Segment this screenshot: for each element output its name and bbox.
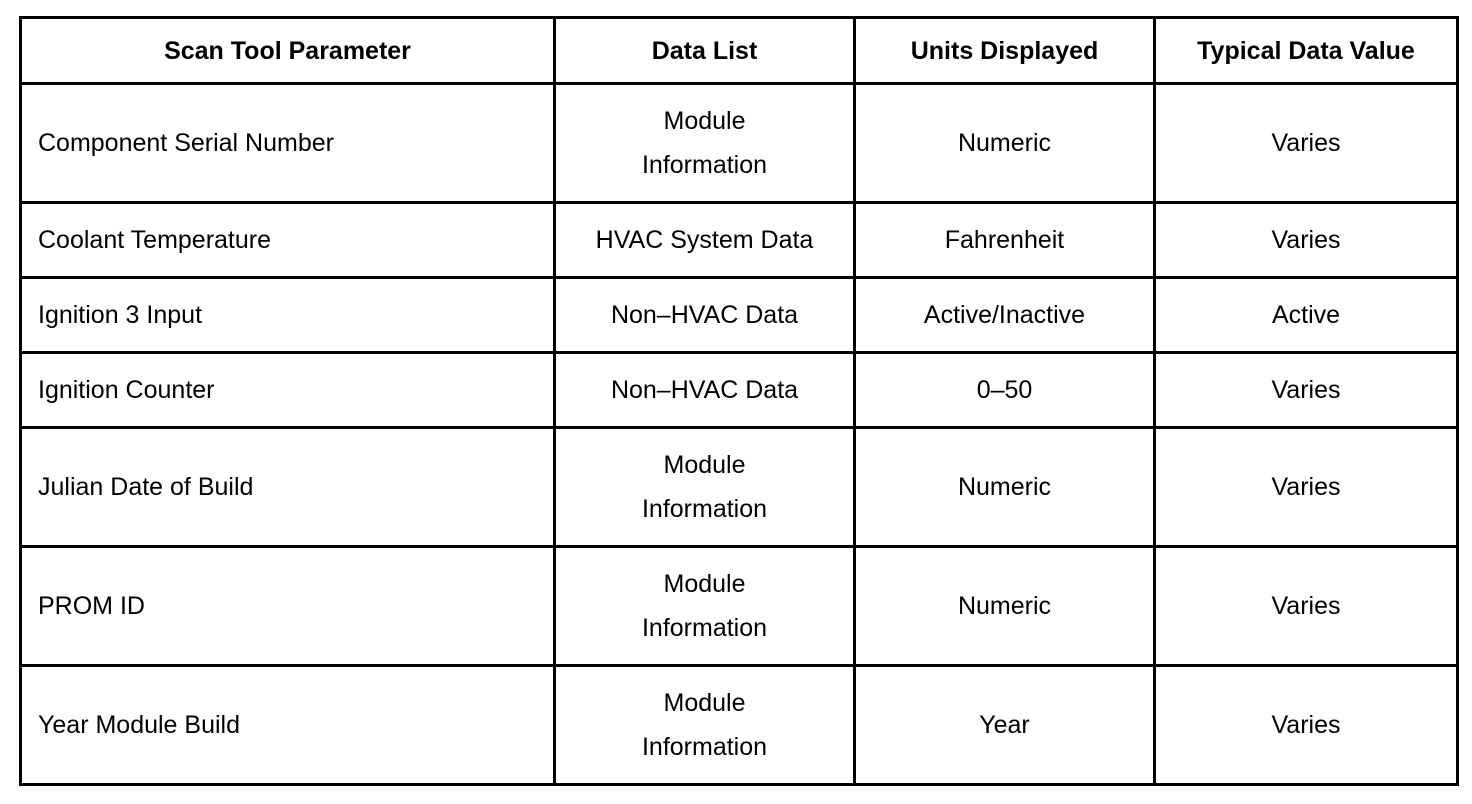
- scan-tool-data-table: [19, 16, 1459, 786]
- cell-units: Year: [855, 666, 1155, 785]
- cell-parameter: Coolant Temperature: [21, 203, 555, 278]
- cell-typical-value: Varies: [1155, 547, 1458, 666]
- cell-data-list: Module Information: [555, 547, 855, 666]
- cell-typical-value: Varies: [1155, 353, 1458, 428]
- cell-data-list: Non–HVAC Data: [555, 278, 855, 353]
- header-units-displayed: Units Displayed: [855, 18, 1155, 84]
- cell-typical-value: Varies: [1155, 203, 1458, 278]
- table-row: [21, 353, 1458, 428]
- cell-parameter: Year Module Build: [21, 666, 555, 785]
- header-typical-data-value: Typical Data Value: [1155, 18, 1458, 84]
- header-data-list: Data List: [555, 18, 855, 84]
- table-row: [21, 203, 1458, 278]
- table-row: [21, 84, 1458, 203]
- cell-units: Fahrenheit: [855, 203, 1155, 278]
- table-row: [21, 547, 1458, 666]
- header-scan-tool-parameter: Scan Tool Parameter: [21, 18, 555, 84]
- cell-parameter: PROM ID: [21, 547, 555, 666]
- table-row: [21, 666, 1458, 785]
- cell-units: 0–50: [855, 353, 1155, 428]
- table-row: [21, 428, 1458, 547]
- cell-data-list: HVAC System Data: [555, 203, 855, 278]
- table-header-row: [21, 18, 1458, 84]
- cell-parameter: Ignition 3 Input: [21, 278, 555, 353]
- cell-typical-value: Varies: [1155, 428, 1458, 547]
- cell-data-list: Module Information: [555, 84, 855, 203]
- cell-data-list: Non–HVAC Data: [555, 353, 855, 428]
- cell-parameter: Julian Date of Build: [21, 428, 555, 547]
- cell-data-list: Module Information: [555, 428, 855, 547]
- cell-parameter: Ignition Counter: [21, 353, 555, 428]
- cell-typical-value: Varies: [1155, 666, 1458, 785]
- cell-units: Numeric: [855, 428, 1155, 547]
- cell-units: Active/Inactive: [855, 278, 1155, 353]
- cell-typical-value: Active: [1155, 278, 1458, 353]
- cell-units: Numeric: [855, 547, 1155, 666]
- table-row: [21, 278, 1458, 353]
- cell-data-list: Module Information: [555, 666, 855, 785]
- cell-typical-value: Varies: [1155, 84, 1458, 203]
- cell-units: Numeric: [855, 84, 1155, 203]
- cell-parameter: Component Serial Number: [21, 84, 555, 203]
